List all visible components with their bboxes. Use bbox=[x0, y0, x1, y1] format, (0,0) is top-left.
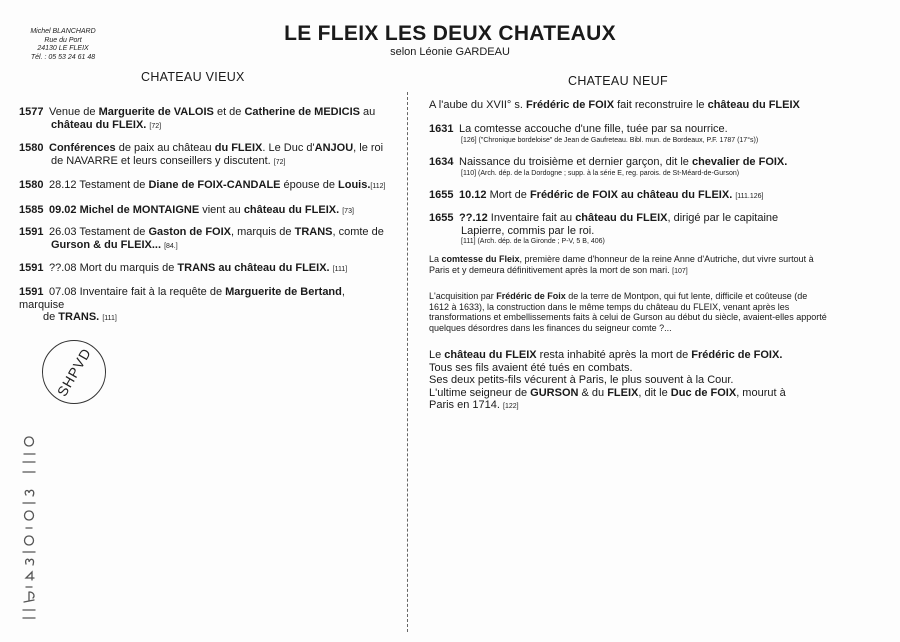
para-text: La bbox=[429, 254, 442, 264]
entry-bold: ??.12 bbox=[459, 212, 488, 224]
entry-text: de paix au château bbox=[115, 142, 215, 154]
entry-text: Lapierre, commis par le roi. bbox=[461, 224, 595, 237]
timeline-entry bbox=[19, 226, 389, 253]
entry-text: vient au bbox=[199, 204, 244, 216]
para-ref: [122] bbox=[503, 403, 519, 410]
entry-bold: du FLEIX bbox=[214, 142, 263, 154]
entry-ref: [72] bbox=[273, 158, 286, 166]
para-text: Le bbox=[429, 349, 445, 361]
entry-text: 26.03 Testament de bbox=[49, 226, 149, 238]
entry-bold: Diane de FOIX-CANDALE bbox=[148, 179, 281, 191]
paragraph-conclusion bbox=[429, 349, 809, 414]
para-bold: château du FLEIX bbox=[444, 349, 537, 361]
entry-note: [111] (Arch. dép. de la Gironde ; P-V, 5 B, 406) bbox=[461, 238, 605, 245]
entry-bold: chevalier de FOIX. bbox=[691, 156, 788, 168]
timeline-entry bbox=[19, 106, 389, 133]
entry-bold: Frédéric de FOIX bbox=[526, 99, 615, 111]
author-phone: Tél. : 05 53 24 61 48 bbox=[30, 53, 96, 61]
para-text: , première dame d'honneur de la reine Anne d'Autriche, dut vivre surtout à Paris et y demeura définitivement après la mort de son mari. bbox=[429, 254, 814, 275]
entry-year: 1580 bbox=[19, 142, 44, 154]
author-street: Rue du Port bbox=[44, 36, 82, 44]
author-name: Michel BLANCHARD bbox=[30, 28, 96, 35]
entry-bold: 09.02 Michel de MONTAIGNE bbox=[49, 204, 200, 216]
page-subtitle: selon Léonie GARDEAU bbox=[390, 46, 510, 58]
handwritten-archive-number bbox=[18, 432, 40, 622]
entry-year: 1591 bbox=[19, 226, 44, 238]
entry-text: de NAVARRE et leurs conseillers y discutent. bbox=[51, 154, 271, 167]
stamp-text: SHPVD bbox=[53, 344, 95, 400]
para-bold: comtesse du Fleix bbox=[441, 254, 520, 264]
entry-text: au bbox=[360, 106, 376, 118]
entry-ref: [73] bbox=[342, 208, 354, 215]
entry-text: épouse de bbox=[280, 179, 338, 191]
para-ref: [107] bbox=[672, 267, 688, 275]
entry-bold: Gurson & du FLEIX... bbox=[51, 238, 161, 251]
entry-text: , marquise bbox=[19, 286, 345, 311]
entry-year: 1631 bbox=[429, 123, 454, 135]
entry-note: [110] (Arch. dép. de la Dordogne ; supp. à la série E, reg. parois. de St-Méard-de-Gurson) bbox=[461, 169, 740, 177]
entry-bold: Conférences bbox=[49, 142, 116, 154]
entry-bold: Marguerite de VALOIS bbox=[98, 106, 214, 118]
para-line: Ses deux petits-fils vécurent à Paris, le plus souvent à la Cour. bbox=[429, 374, 734, 386]
entry-text: , comte de bbox=[332, 226, 384, 238]
para-line: Tous ses fils avaient été tués en combats. bbox=[429, 361, 633, 374]
timeline-entry bbox=[19, 262, 389, 277]
para-text: de la terre de Montpon, qui fut lente, difficile et coûteuse (de 1612 à 1633), la construction dans le même temps du château du FLEIX, venant après les transformations et embellissements faits à celui de Gurson au début du siècle, avaient-elles apporté quelques désordres dans les finances du seigneur comte ?... bbox=[429, 291, 827, 333]
entry-bold: TRANS. bbox=[58, 311, 100, 323]
entry-bold: Marguerite de Bertand bbox=[225, 286, 342, 298]
author-city: 24130 LE FLEIX bbox=[37, 45, 89, 52]
entry-bold: TRANS bbox=[294, 226, 333, 238]
entry-year: 1580 bbox=[19, 179, 44, 191]
timeline-entry bbox=[429, 123, 809, 145]
entry-text: de bbox=[43, 311, 59, 323]
entry-ref: [72] bbox=[149, 122, 162, 130]
entry-text: 07.08 Inventaire fait à la requête de bbox=[49, 286, 226, 298]
society-stamp bbox=[42, 340, 106, 404]
entry-bold: Gaston de FOIX bbox=[148, 226, 231, 238]
entry-year: 1591 bbox=[19, 262, 44, 274]
para-text: L'acquisition par bbox=[429, 291, 497, 301]
entry-text: Venue de bbox=[49, 106, 99, 118]
entry-bold: Catherine de MEDICIS bbox=[244, 106, 360, 118]
entry-text: et de bbox=[213, 106, 245, 118]
para-text: Paris en 1714. bbox=[429, 399, 500, 411]
page-title: LE FLEIX LES DEUX CHATEAUX bbox=[284, 22, 616, 45]
entry-text: Mort de bbox=[486, 189, 530, 201]
entry-ref: [112] bbox=[370, 183, 386, 190]
entry-ref: [111] bbox=[332, 266, 348, 273]
intro-line bbox=[429, 99, 809, 112]
para-bold: FLEIX bbox=[607, 386, 639, 399]
timeline-entry bbox=[429, 156, 809, 178]
para-bold: GURSON bbox=[530, 386, 579, 399]
entry-ref: [111] bbox=[102, 315, 117, 322]
paragraph-acquisition bbox=[429, 291, 829, 333]
entry-year: 1634 bbox=[429, 156, 454, 168]
timeline-entry bbox=[19, 142, 389, 169]
timeline-entry bbox=[19, 179, 389, 194]
entry-text: , marquis de bbox=[231, 226, 295, 238]
entry-text: La comtesse accouche d'une fille, tuée par sa nourrice. bbox=[459, 123, 728, 135]
entry-text: fait reconstruire le bbox=[614, 99, 708, 111]
timeline-entry bbox=[19, 286, 389, 326]
para-bold: Duc de FOIX bbox=[670, 386, 737, 399]
entry-text: Inventaire fait au bbox=[487, 212, 576, 224]
para-bold: Frédéric de FOIX. bbox=[691, 349, 783, 361]
entry-bold: TRANS au château du FLEIX. bbox=[177, 262, 330, 274]
entry-year: 1585 bbox=[19, 204, 44, 216]
entry-bold: château du FLEIX. bbox=[51, 118, 147, 131]
entry-year: 1655 bbox=[429, 189, 454, 201]
para-text: & du bbox=[578, 386, 608, 399]
entry-text: A l'aube du XVII° s. bbox=[429, 99, 527, 111]
entry-year: 1591 bbox=[19, 286, 44, 298]
timeline-entry bbox=[429, 212, 809, 246]
para-text: , dit le bbox=[638, 386, 671, 399]
entry-text: ??.08 Mort du marquis de bbox=[49, 262, 178, 274]
entry-bold: château du FLEIX. bbox=[243, 204, 340, 216]
timeline-entry bbox=[429, 189, 809, 204]
entry-bold: château du FLEIX bbox=[575, 212, 668, 224]
right-column-heading: CHATEAU NEUF bbox=[568, 74, 668, 88]
entry-year: 1655 bbox=[429, 212, 454, 224]
para-text: , mourut à bbox=[736, 386, 786, 399]
entry-bold: 10.12 bbox=[459, 189, 487, 201]
entry-ref: [111.126] bbox=[735, 193, 764, 200]
entry-bold: ANJOU bbox=[314, 142, 354, 154]
column-divider bbox=[407, 92, 408, 632]
entry-text: , le roi bbox=[353, 142, 384, 154]
entry-text: . Le Duc d' bbox=[262, 142, 315, 154]
entry-text: , dirigé par le capitaine bbox=[667, 212, 779, 224]
entry-ref: [84.] bbox=[164, 242, 178, 250]
timeline-entry bbox=[19, 204, 389, 219]
entry-year: 1577 bbox=[19, 106, 44, 118]
entry-bold: Frédéric de FOIX au château du FLEIX. bbox=[529, 189, 733, 201]
para-bold: Frédéric de Foix bbox=[496, 291, 566, 301]
entry-note: [126] ("Chronique bordeloise" de Jean de Gaufreteau. Bibl. mun. de Bordeaux, P.F. 1787 (17°s)) bbox=[461, 136, 759, 144]
entry-bold: château du FLEIX bbox=[707, 99, 800, 111]
entry-text: 28.12 Testament de bbox=[49, 179, 149, 191]
entry-text: Naissance du troisième et dernier garçon, dit le bbox=[459, 156, 692, 168]
para-text: L'ultime seigneur de bbox=[429, 386, 531, 399]
left-column-heading: CHATEAU VIEUX bbox=[141, 70, 245, 84]
para-text: resta inhabité après la mort de bbox=[536, 349, 692, 361]
entry-bold: Louis. bbox=[338, 179, 371, 191]
paragraph-comtesse bbox=[429, 254, 829, 277]
